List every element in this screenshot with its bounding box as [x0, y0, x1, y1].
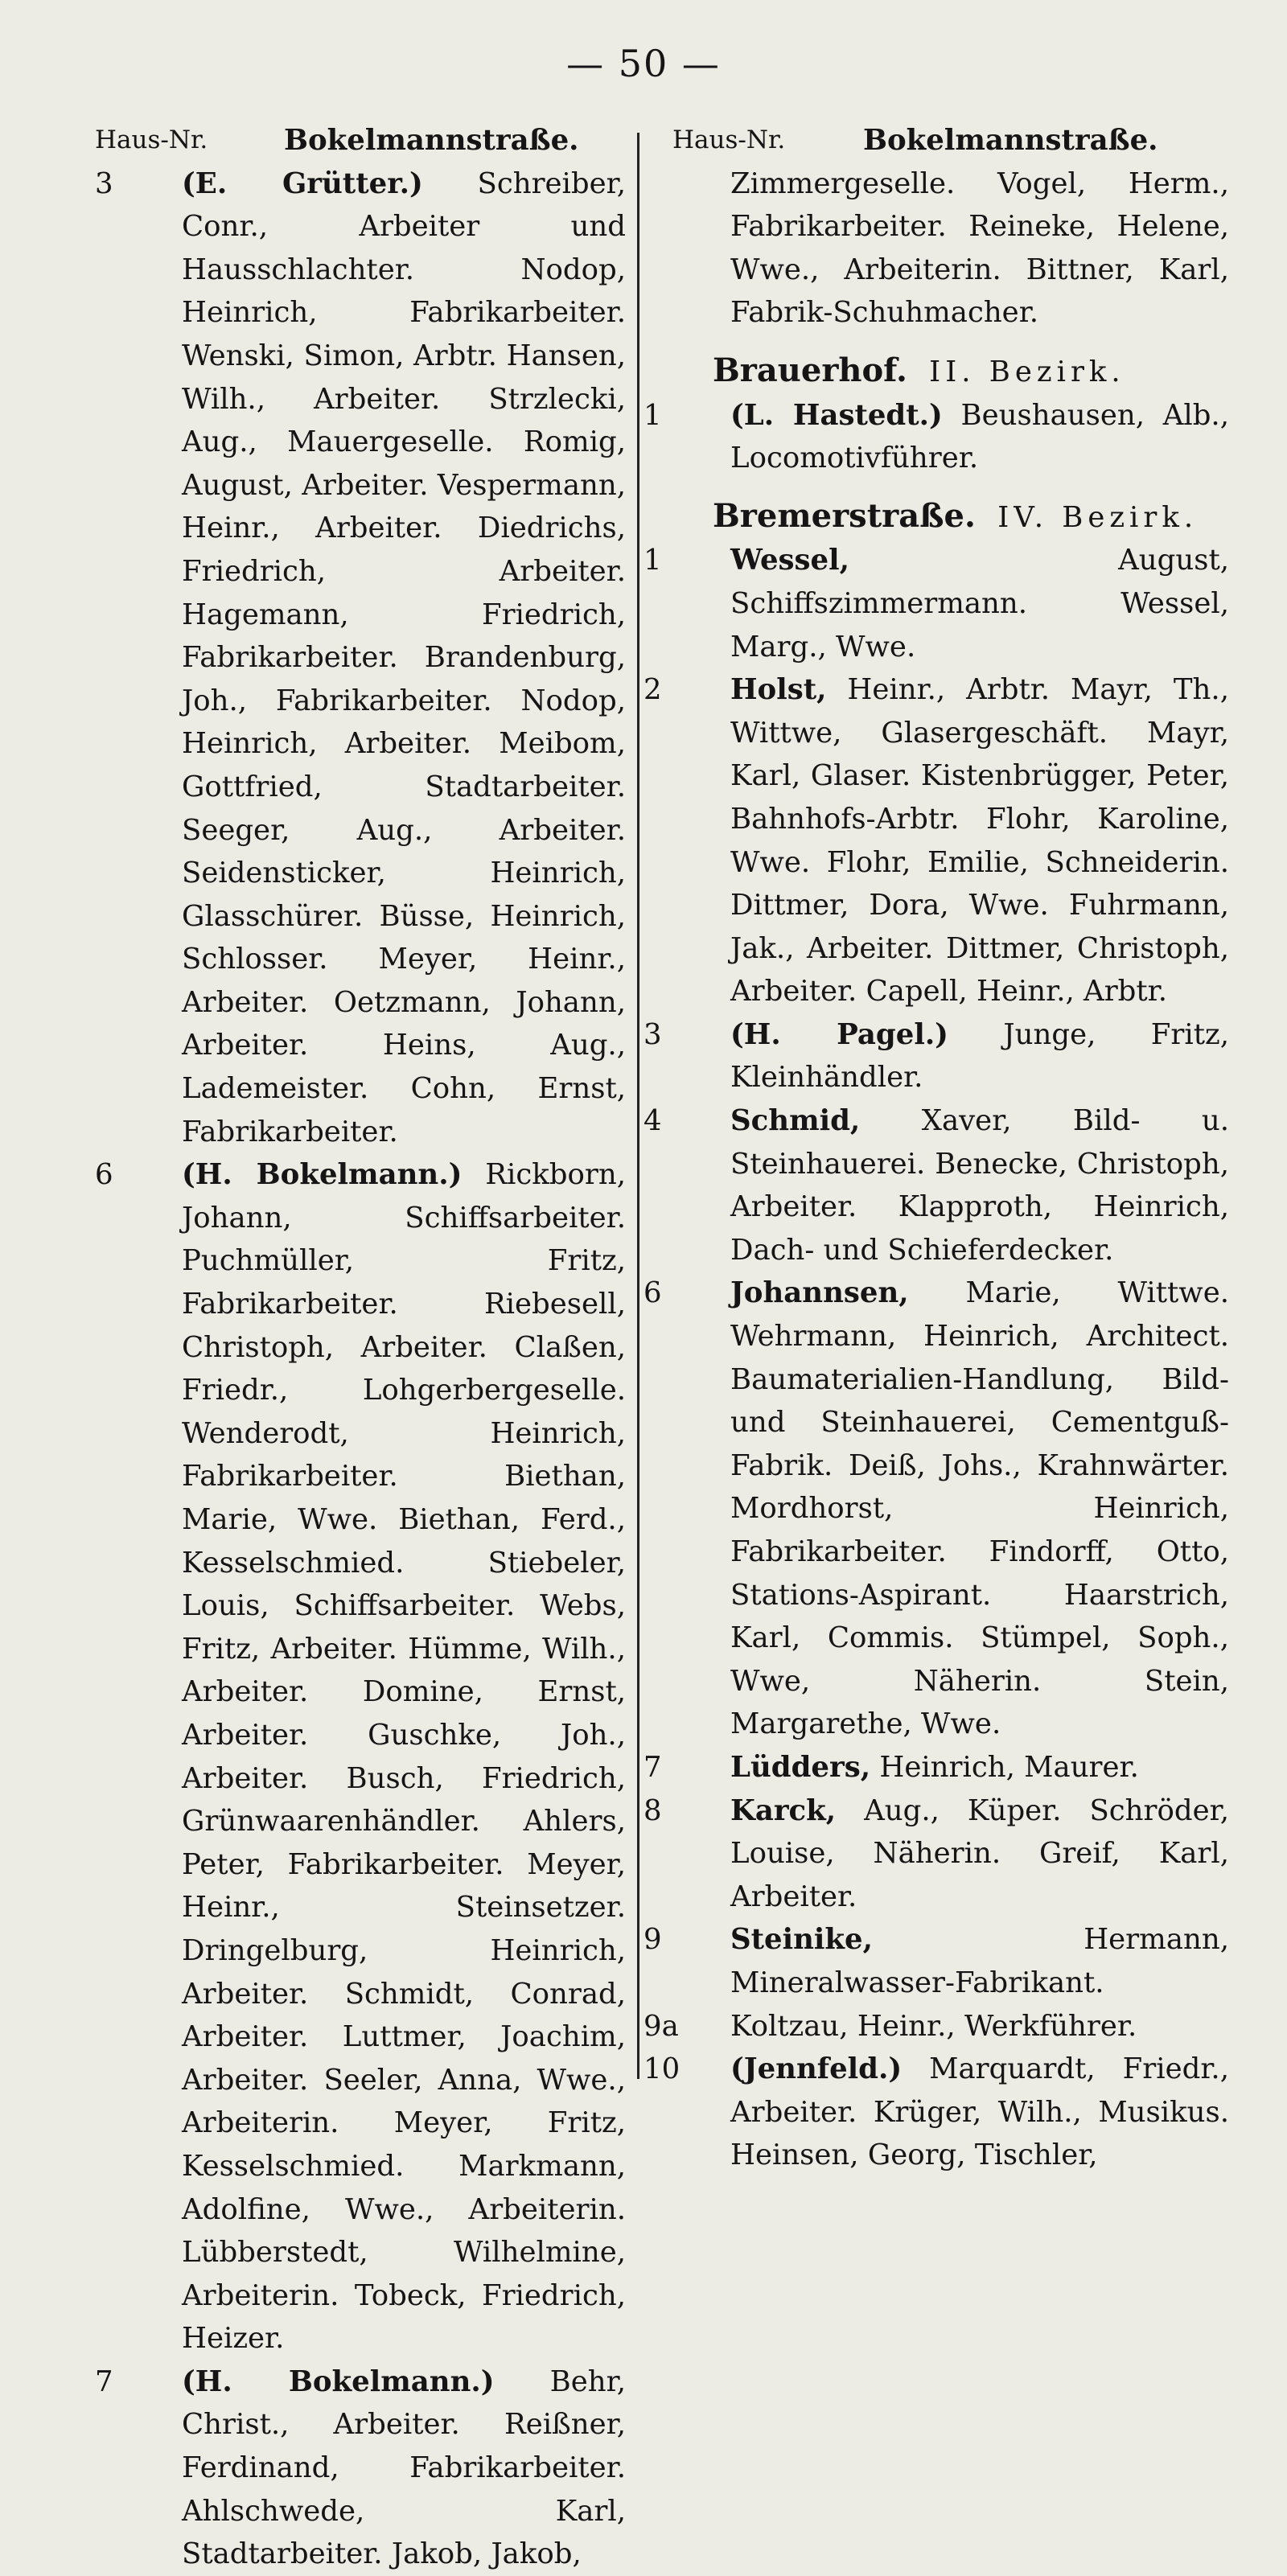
house-entry — [644, 1918, 1229, 2004]
page-number: — 50 — — [566, 42, 721, 85]
residents-text: Aug., Küper. Schröder, Louise, Näherin. Greif, Karl, Arbeiter. — [730, 1793, 1229, 1913]
owner-name: (H. Pagel.) — [730, 1017, 948, 1051]
district-label: II. Bezirk. — [929, 355, 1125, 388]
house-entry — [644, 394, 1229, 480]
house-entry — [95, 2360, 626, 2576]
district-label: IV. Bezirk. — [997, 500, 1199, 534]
owner-name: (H. Bokelmann.) — [182, 2364, 495, 2398]
street-heading: Bokelmannstraße. — [284, 124, 579, 157]
owner-name: (H. Bokelmann.) — [182, 1158, 463, 1192]
street-heading: Bokelmannstraße. — [863, 124, 1158, 157]
residents-text: Hermann, Mineralwasser-Fabrikant. — [730, 1923, 1229, 1999]
house-number: 4 — [644, 1104, 662, 1138]
owner-name: Schmid, — [730, 1104, 861, 1138]
street-section-title — [674, 495, 1229, 540]
street-section-title — [674, 349, 1229, 394]
continued-entry — [674, 162, 1229, 335]
owner-name: Johannsen, — [730, 1276, 909, 1310]
house-number: 1 — [644, 544, 662, 577]
right-column — [644, 119, 1229, 2177]
house-number: 9 — [644, 1923, 662, 1957]
street-name: Bremerstraße. — [713, 496, 976, 535]
house-number-label: Haus-Nr. — [672, 125, 786, 154]
left-column — [95, 119, 626, 2576]
residents-text: Marie, Wittwe. Wehrmann, Heinrich, Architect. Baumaterialien-Handlung, Bild- und Steinhauerei, Cementguß-Fabrik. Deiß, Johs., Krahnwärter. Mordhorst, Heinrich, Fabrikarbeiter. Findorff, Otto, Stations-Aspirant. Haarstrich, Karl, Commis. Stümpel, Soph., Wwe, Näherin. Stein, Margarethe, Wwe. — [730, 1276, 1229, 1741]
owner-name: (E. Grütter.) — [182, 166, 423, 200]
house-number: 1 — [644, 398, 662, 432]
house-entry — [644, 1099, 1229, 1272]
house-entry — [644, 1272, 1229, 1746]
house-number: 7 — [95, 2364, 113, 2398]
residents-text: Xaver, Bild- u. Steinhauerei. Benecke, Christoph, Arbeiter. Klapproth, Heinrich, Dach- und Schieferdecker. — [730, 1104, 1229, 1267]
house-number: 3 — [644, 1017, 662, 1051]
house-entry — [95, 1153, 626, 2360]
residents-text: August, Schiffszimmermann. Wessel, Marg., Wwe. — [730, 544, 1229, 664]
owner-name: Karck, — [730, 1793, 837, 1827]
owner-name: (Jennfeld.) — [730, 2052, 903, 2086]
house-number: 10 — [644, 2052, 681, 2086]
owner-name: Holst, — [730, 673, 827, 707]
column-header — [674, 119, 1229, 162]
house-entry — [644, 1746, 1229, 1789]
residents-text: Marquardt, Friedr., Arbeiter. Krüger, Wilh., Musikus. Heinsen, Georg, Tischler, — [730, 2052, 1229, 2172]
residents-text: Junge, Fritz, Kleinhändler. — [730, 1017, 1229, 1095]
owner-name: Wessel, — [730, 544, 849, 577]
residents-text: Heinr., Arbtr. Mayr, Th., Wittwe, Glasergeschäft. Mayr, Karl, Glaser. Kistenbrügger, Peter, Bahnhofs-Arbtr. Flohr, Karoline, Wwe. Flohr, Emilie, Schneiderin. Dittmer, Dora, Wwe. Fuhrmann, Jak., Arbeiter. Dittmer, Christoph, Arbeiter. Capell, Heinr., Arbtr. — [730, 673, 1229, 1009]
house-number: 9a — [644, 2009, 679, 2043]
residents-text: Heinrich, Maurer. — [879, 1750, 1139, 1784]
house-entry — [644, 2048, 1229, 2177]
house-number: 3 — [95, 166, 113, 200]
house-entry — [95, 162, 626, 1154]
house-number: 7 — [644, 1750, 662, 1784]
owner-name: (L. Hastedt.) — [730, 398, 943, 432]
residents-text: Rickborn, Johann, Schiffsarbeiter. Puchmüller, Fritz, Fabrikarbeiter. Riebesell, Christoph, Arbeiter. Claßen, Friedr., Lohgerbergeselle. Wenderodt, Heinrich, Fabrikarbeiter. Biethan, Marie, Wwe. Biethan, Ferd., Kesselschmied. Stiebeler, Louis, Schiffsarbeiter. Webs, Fritz, Arbeiter. Hümme, Wilh., Arbeiter. Domine, Ernst, Arbeiter. Guschke, Joh., Arbeiter. Busch, Friedrich, Grünwaarenhändler. Ahlers, Peter, Fabrikarbeiter. Meyer, Heinr., Steinsetzer. Dringelburg, Heinrich, Arbeiter. Schmidt, Conrad, Arbeiter. Luttmer, Joachim, Arbeiter. Seeler, Anna, Wwe., Arbeiterin. Meyer, Fritz, Kesselschmied. Markmann, Adolfine, Wwe., Arbeiterin. Lübberstedt, Wilhelmine, Arbeiterin. Tobeck, Friedrich, Heizer. — [182, 1158, 626, 2356]
house-number: 6 — [644, 1276, 662, 1310]
house-entry — [644, 539, 1229, 668]
residents-text: Behr, Christ., Arbeiter. Reißner, Ferdinand, Fabrikarbeiter. Ahlschwede, Karl, Stadtarbeiter. Jakob, Jakob, — [182, 2364, 626, 2571]
house-number: 2 — [644, 673, 662, 707]
house-entry — [644, 2005, 1229, 2048]
residents-text: Zimmergeselle. Vogel, Herm., Fabrikarbeiter. Reineke, Helene, Wwe., Arbeiterin. Bittner, Karl, Fabrik-Schuhmacher. — [730, 166, 1229, 330]
residents-text: Koltzau, Heinr., Werkführer. — [730, 2009, 1137, 2043]
street-name: Brauerhof. — [713, 351, 907, 389]
house-entry — [644, 1789, 1229, 1919]
owner-name: Steinike, — [730, 1923, 873, 1957]
house-entry — [644, 668, 1229, 1013]
residents-text: Beushausen, Alb., Locomotivführer. — [730, 398, 1229, 475]
owner-name: Lüdders, — [730, 1750, 871, 1784]
column-header — [95, 119, 626, 162]
house-entry — [644, 1013, 1229, 1099]
house-number: 6 — [95, 1158, 113, 1192]
house-number: 8 — [644, 1793, 662, 1827]
column-divider — [637, 133, 639, 2079]
residents-text: Schreiber, Conr., Arbeiter und Hausschlachter. Nodop, Heinrich, Fabrikarbeiter. Wenski, Simon, Arbtr. Hansen, Wilh., Arbeiter. Strzlecki, Aug., Mauergeselle. Romig, August, Arbeiter. Vespermann, Heinr., Arbeiter. Diedrichs, Friedrich, Arbeiter. Hagemann, Friedrich, Fabrikarbeiter. Brandenburg, Joh., Fabrikarbeiter. Nodop, Heinrich, Arbeiter. Meibom, Gottfried, Stadtarbeiter. Seeger, Aug., Arbeiter. Seidensticker, Heinrich, Glasschürer. Büsse, Heinrich, Schlosser. Meyer, Heinr., Arbeiter. Oetzmann, Johann, Arbeiter. Heins, Aug., Lademeister. Cohn, Ernst, Fabrikarbeiter. — [182, 166, 626, 1148]
house-number-label: Haus-Nr. — [95, 125, 208, 154]
